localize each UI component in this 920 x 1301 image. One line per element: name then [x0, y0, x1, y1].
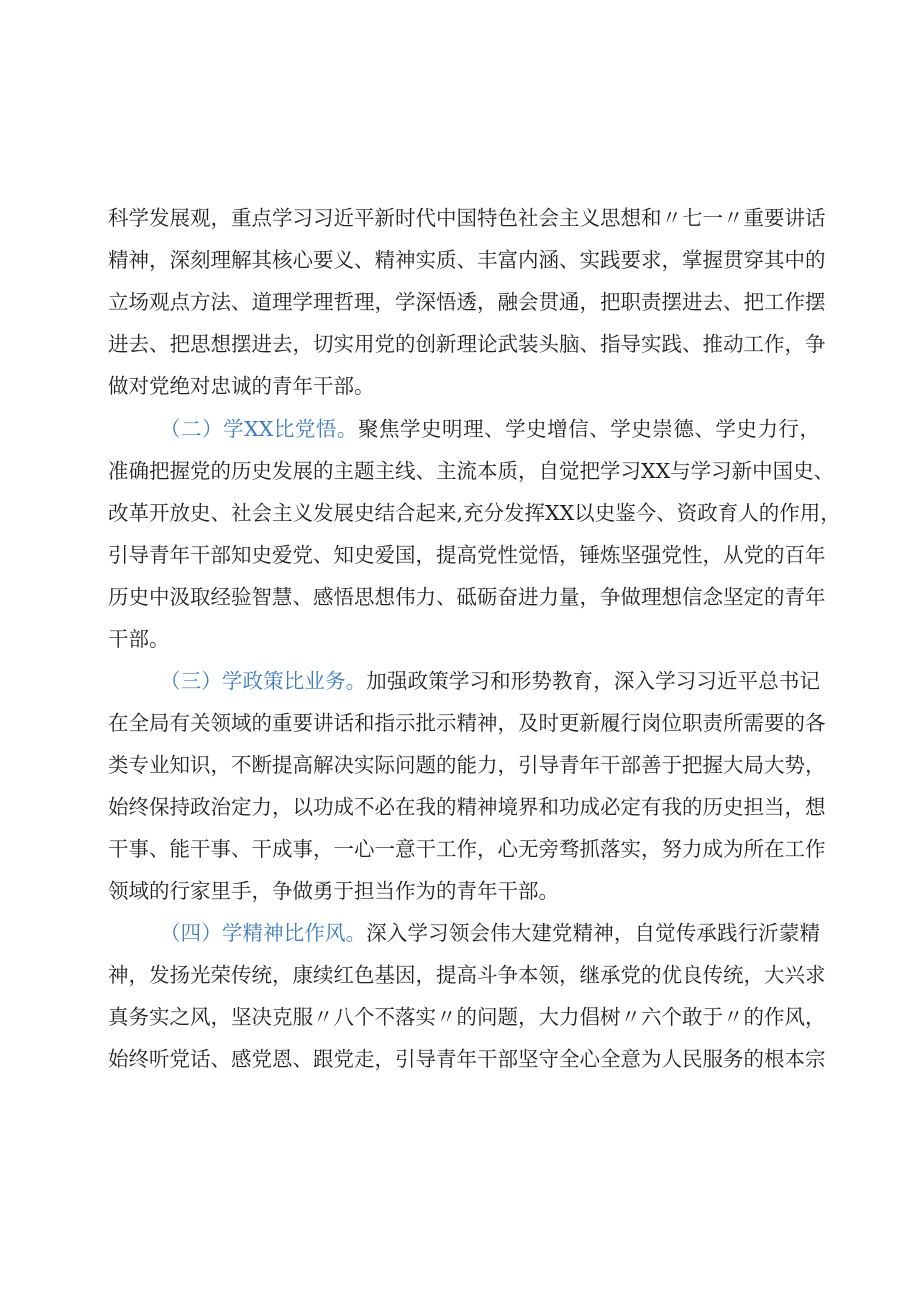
body-text: 聚焦学史明理、学史增信、学史崇德、学史力行， [357, 417, 820, 441]
body-line: 准确把握党的历史发展的主题主线、主流本质，自觉把学习XX与学习新中国史、 [108, 459, 835, 483]
paragraph-first-line [160, 918, 820, 948]
body-line: 进去、把思想摆进去，切实用党的创新理论武装头脑、指导实践、推动工作，争 [108, 332, 826, 356]
body-line: 引导青年干部知史爱党、知史爱国，提高党性觉悟，锤炼坚强党性，从党的百年 [108, 543, 826, 567]
body-line: 科学发展观，重点学习习近平新时代中国特色社会主义思想和〃七一〃重要讲话 [108, 206, 826, 230]
body-line: 精神，深刻理解其核心要义、精神实质、丰富内涵、实践要求，掌握贯穿其中的 [108, 248, 826, 272]
body-line: 干事、能干事、干成事，一心一意干工作，心无旁骛抓落实，努力成为所在工作 [108, 837, 826, 861]
body-line: 立场观点方法、道理学理哲理，学深悟透，融会贯通，把职责摆进去、把工作摆 [108, 290, 826, 314]
body-line: 领域的行家里手，争做勇于担当作为的青年干部。 [108, 879, 559, 903]
body-line: 历史中汲取经验智慧、感悟思想伟力、砥砺奋进力量，争做理想信念坚定的青年 [108, 585, 826, 609]
paragraph-first-line [160, 666, 820, 696]
body-text: 加强政策学习和形势教育，深入学习习近平总书记 [366, 669, 821, 693]
section-heading: （三）学政策比业务。 [160, 669, 367, 693]
body-line: 做对党绝对忠诚的青年干部。 [108, 374, 375, 398]
body-text: 深入学习领会伟大建党精神，自觉传承践行沂蒙精 [366, 921, 821, 945]
section-heading: （二）学XX比党悟。 [160, 417, 358, 441]
body-line: 在全局有关领域的重要讲话和指示批示精神，及时更新履行岗位职责所需要的各 [108, 711, 826, 735]
body-line: 干部。 [108, 627, 170, 651]
section-heading: （四）学精神比作风。 [160, 921, 367, 945]
body-line: 类专业知识，不断提高解决实际问题的能力，引导青年干部善于把握大局大势， [108, 753, 826, 777]
body-line: 神，发扬光荣传统，康续红色基因，提高斗争本领，继承党的优良传统，大兴求 [108, 963, 826, 987]
body-line: 改革开放史、社会主义发展史结合起来,充分发挥XX以史鉴今、资政育人的作用， [108, 501, 841, 525]
body-line: 始终保持政治定力，以功成不必在我的精神境界和功成必定有我的历史担当，想 [108, 795, 826, 819]
paragraph-first-line [160, 414, 820, 444]
body-line: 真务实之风，坚决克服〃八个不落实〃的问题，大力倡树〃六个敢于〃的作风， [108, 1005, 826, 1029]
body-line: 始终听党话、感党恩、跟党走，引导青年干部坚守全心全意为人民服务的根本宗 [108, 1047, 826, 1071]
